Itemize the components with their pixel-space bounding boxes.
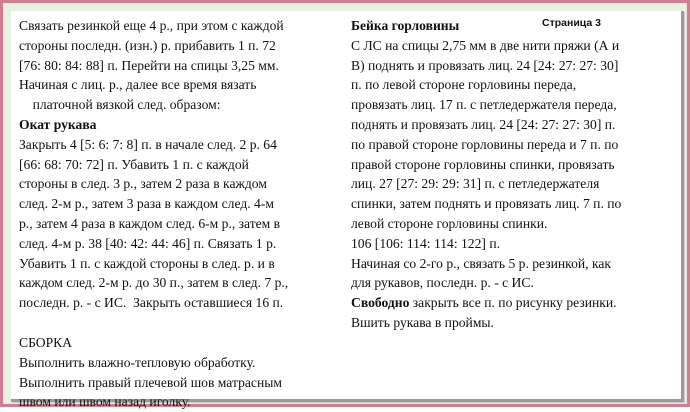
neck-line: провязать лиц. 17 п. с петледержателя переда,: [351, 97, 617, 113]
sleeve-heading: Окат рукава: [19, 116, 97, 132]
final-line: [351, 293, 669, 313]
section-gap: [19, 313, 347, 333]
page-number: Страница 3: [542, 17, 601, 29]
sleeve-line: Убавить 1 п. с каждой стороны в след. р. и в: [19, 255, 275, 271]
neck-line: поднять и провязать лиц. 24 [24: 27: 27: 30] п.: [351, 116, 616, 132]
neck-line: по правой стороне горловины переда и 7 п. по: [351, 136, 619, 152]
assembly-line: швом или швом назад иголку.: [19, 394, 191, 410]
intro-line: [76: 80: 84: 88] п. Перейти на спицы 3,25 мм.: [19, 57, 279, 73]
left-column: [19, 16, 347, 412]
assembly-line: Выполнить правый плечевой шов матрасным: [19, 374, 282, 390]
sleeve-line: Закрыть 4 [5: 6: 7: 8] п. в начале след. 2 р. 64: [19, 136, 277, 152]
intro-line: Связать резинкой еще 4 р., при этом с каждой: [19, 18, 284, 33]
neck-line: спинки, затем поднять и провязать лиц. 7 п. по: [351, 196, 622, 212]
sleeve-line: последн. р. - с ИС. Закрыть оставшиеся 16 п.: [19, 295, 284, 311]
sleeve-line: р., затем 4 раза в каждом след. 6-м р., затем в: [19, 215, 281, 231]
neck-line: правой стороне горловины спинки, провязать: [351, 156, 615, 172]
final-bold-word: Свободно: [351, 295, 410, 311]
intro-line: платочной вязкой след. образом:: [19, 97, 221, 113]
sleeve-line: каждом след. 2-м р. до 30 п., затем в след. 7 р.,: [19, 275, 289, 291]
sleeve-line: стороны в след. 3 р., затем 2 раза в каждом: [19, 176, 267, 192]
neck-line: для рукавов, последн. р. - с ИС.: [351, 275, 534, 291]
final-line-2: Вшить рукава в проймы.: [351, 314, 494, 330]
document-page: [11, 11, 684, 410]
assembly-line: Выполнить влажно-тепловую обработку.: [19, 354, 256, 370]
neck-line: лиц. 27 [27: 29: 29: 31] п. с петледержателя: [351, 176, 600, 192]
neck-line: С ЛС на спицы 2,75 мм в две нити пряжи (А и: [351, 37, 620, 53]
neck-heading: Бейка горловины: [351, 18, 460, 33]
neck-line: 106 [106: 114: 114: 122] п.: [351, 235, 500, 251]
right-column: [351, 16, 669, 333]
neck-line: п. по левой стороне горловины переда,: [351, 77, 577, 93]
sleeve-line: след. 4-м р. 38 [40: 42: 44: 46] п. Связать 1 р.: [19, 235, 277, 251]
intro-line: стороны последн. (изн.) р. прибавить 1 п. 72: [19, 37, 276, 53]
final-rest-text: закрыть все п. по рисунку резинки.: [409, 295, 617, 311]
neck-line: левой стороне горловины спинки.: [351, 215, 548, 231]
sleeve-line: [66: 68: 70: 72] п. Убавить 1 п. с каждой: [19, 156, 249, 172]
neck-line: В) поднять и провязать лиц. 24 [24: 27: 27: 30]: [351, 57, 619, 73]
sleeve-line: след. 2-м р., затем 3 раза в каждом след. 4-м: [19, 196, 274, 212]
neck-line: Начиная со 2-го р., связать 5 р. резинкой, как: [351, 255, 611, 271]
assembly-heading: СБОРКА: [19, 334, 73, 350]
intro-line: Начиная с лиц. р., далее все время вязать: [19, 77, 257, 93]
